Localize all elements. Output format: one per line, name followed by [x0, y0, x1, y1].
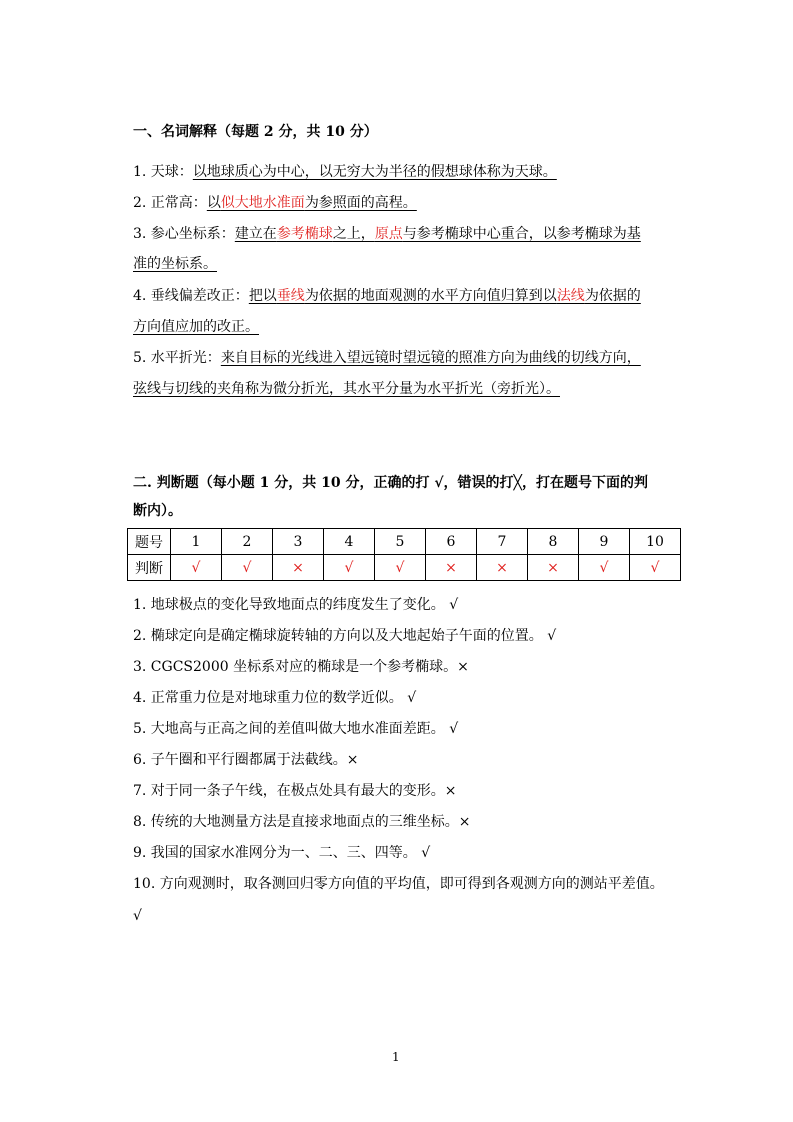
statement-1: 1. 地球极点的变化导致地面点的纬度发生了变化。 √: [133, 597, 459, 613]
statement-6: 6. 子午圈和平行圈都属于法截线。×: [133, 752, 359, 768]
statement-3: 3. CGCS2000 坐标系对应的椭球是一个参考椭球。×: [133, 659, 469, 675]
question-number: 2: [222, 529, 273, 555]
question-number: 1: [171, 529, 222, 555]
highlight-term: 法线: [556, 288, 585, 304]
answer-mark: √: [599, 559, 609, 576]
answer-mark: ×: [547, 559, 559, 576]
row-label: 题号: [128, 529, 171, 555]
answer-cell: [630, 555, 681, 581]
statement-2: 2. 椭球定向是确定椭球旋转轴的方向以及大地起始子午面的位置。 √: [133, 628, 557, 644]
answer-cell: [324, 555, 375, 581]
term-label: 2. 正常高：: [133, 195, 207, 211]
answer-cell: [528, 555, 579, 581]
highlight-term: 垂线: [276, 288, 305, 304]
statement-5: 5. 大地高与正高之间的差值叫做大地水准面差距。 √: [133, 721, 459, 737]
term-definition: 以地球质心为中心，以无穷大为半径的假想球体称为天球。: [192, 164, 557, 180]
row-label: 判断: [128, 555, 171, 581]
statement-10-cont: √: [133, 908, 142, 924]
table-row-numbers: [128, 529, 681, 555]
table-row-answers: [128, 555, 681, 581]
question-number: 10: [630, 529, 681, 555]
section1-title: 一、名词解释（每题 2 分，共 10 分）: [133, 124, 378, 140]
statement-10: 10. 方向观测时，取各测回归零方向值的平均值，即可得到各观测方向的测站平差值。: [133, 876, 664, 892]
term-item-3-cont: 准的坐标系。: [133, 256, 217, 272]
term-item-4-cont: 方向值应加的改正。: [133, 319, 259, 335]
answer-mark: ×: [496, 559, 508, 576]
answer-mark: ×: [292, 559, 304, 576]
section2-title-cont: 断内）。: [133, 503, 182, 519]
page-number: 1: [392, 1050, 400, 1064]
question-number: 9: [579, 529, 630, 555]
answer-cell: [375, 555, 426, 581]
highlight-term: 似大地水准面: [220, 195, 305, 211]
question-number: 8: [528, 529, 579, 555]
statement-7: 7. 对于同一条子午线，在极点处具有最大的变形。×: [133, 783, 457, 799]
term-item-1: [133, 162, 557, 182]
answer-table: [127, 528, 681, 581]
term-label: 3. 参心坐标系：: [133, 226, 235, 242]
answer-mark: √: [344, 559, 354, 576]
answer-mark: ×: [445, 559, 457, 576]
term-label: 1. 天球：: [133, 164, 193, 180]
question-number: 6: [426, 529, 477, 555]
term-definition: 建立在参考椭球之上，原点与参考椭球中心重合，以参考椭球为基: [234, 226, 641, 242]
term-item-4: [133, 286, 641, 306]
answer-mark: √: [650, 559, 660, 576]
question-number: 3: [273, 529, 324, 555]
term-definition: 以似大地水准面为参照面的高程。: [206, 195, 417, 211]
answer-mark: √: [395, 559, 405, 576]
term-definition: 来自目标的光线进入望远镜时望远镜的照准方向为曲线的切线方向，: [220, 350, 641, 366]
answer-mark: √: [191, 559, 201, 576]
term-item-3: [133, 224, 641, 244]
term-item-5: [133, 348, 641, 368]
answer-cell: [477, 555, 528, 581]
term-label: 4. 垂线偏差改正：: [133, 288, 249, 304]
statement-4: 4. 正常重力位是对地球重力位的数学近似。 √: [133, 690, 417, 706]
section2-title: 二. 判断题（每小题 1 分，共 10 分，正确的打 √，错误的打╳，打在题号下面的判: [133, 475, 648, 491]
highlight-term: 原点: [374, 226, 403, 242]
question-number: 7: [477, 529, 528, 555]
term-item-2: [133, 193, 417, 213]
statement-8: 8. 传统的大地测量方法是直接求地面点的三维坐标。×: [133, 814, 471, 830]
answer-cell: [171, 555, 222, 581]
highlight-term: 参考椭球: [276, 226, 333, 242]
question-number: 4: [324, 529, 375, 555]
term-label: 5. 水平折光：: [133, 350, 221, 366]
statement-9: 9. 我国的国家水准网分为一、二、三、四等。 √: [133, 845, 431, 861]
answer-cell: [579, 555, 630, 581]
answer-cell: [426, 555, 477, 581]
term-definition: 把以垂线为依据的地面观测的水平方向值归算到以法线为依据的: [248, 288, 641, 304]
term-item-5-cont: 弦线与切线的夹角称为微分折光，其水平分量为水平折光（旁折光）。: [133, 381, 560, 397]
answer-cell: [273, 555, 324, 581]
question-number: 5: [375, 529, 426, 555]
answer-mark: √: [242, 559, 252, 576]
answer-cell: [222, 555, 273, 581]
